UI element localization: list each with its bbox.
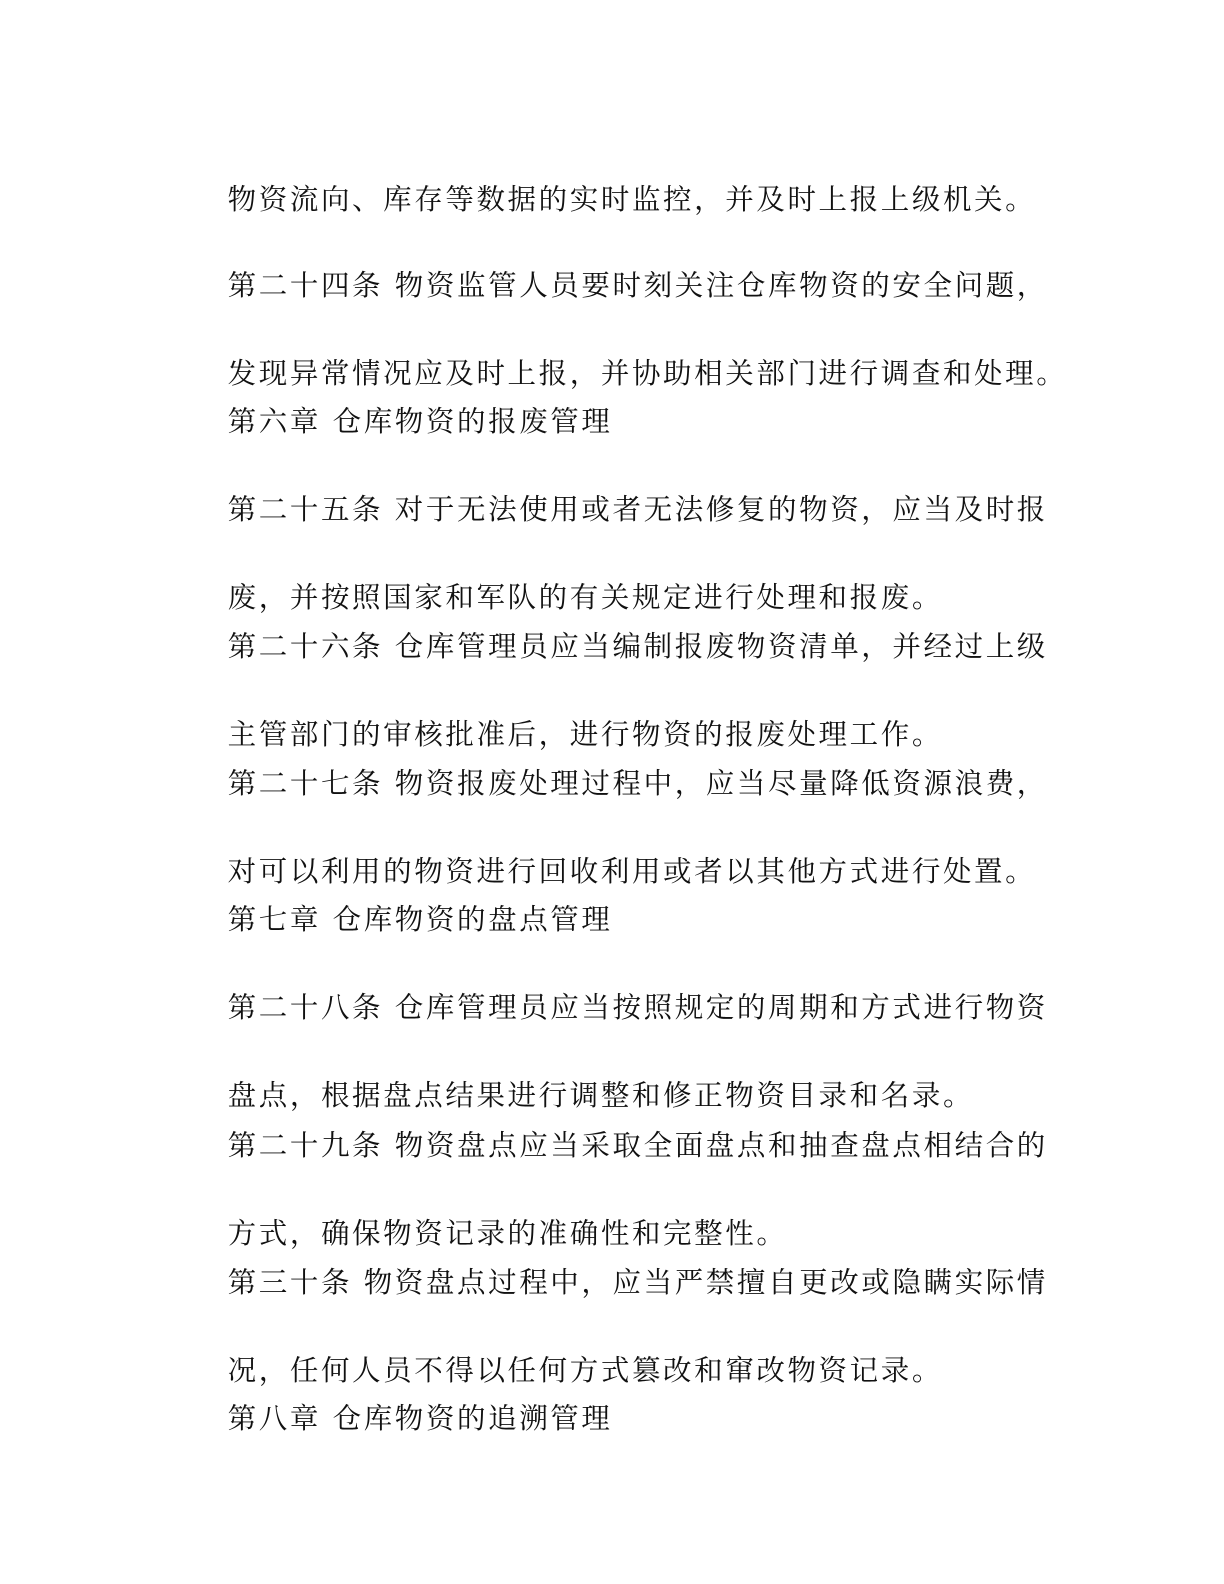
text-line: 第二十七条 物资报废处理过程中，应当尽量降低资源浪费， [227,767,1048,800]
text-line: 第二十九条 物资盘点应当采取全面盘点和抽查盘点相结合的 [227,1129,1048,1162]
text-line: 况，任何人员不得以任何方式篡改和窜改物资记录。 [227,1354,943,1387]
text-line: 第二十六条 仓库管理员应当编制报废物资清单，并经过上级 [227,630,1048,663]
text-line: 第八章 仓库物资的追溯管理 [227,1402,613,1435]
text-line: 第三十条 物资盘点过程中，应当严禁擅自更改或隐瞒实际情 [227,1266,1048,1299]
text-line: 盘点，根据盘点结果进行调整和修正物资目录和名录。 [227,1079,975,1112]
chapter-8-heading [181,1353,1031,1485]
text-line: 第六章 仓库物资的报废管理 [227,405,613,438]
text-line: 物资流向、库存等数据的实时监控，并及时上报上级机关。 [227,183,1037,216]
text-line: 第二十五条 对于无法使用或者无法修复的物资，应当及时报 [227,493,1048,526]
text-line: 第二十八条 仓库管理员应当按照规定的周期和方式进行物资 [227,991,1048,1024]
text-line: 方式，确保物资记录的准确性和完整性。 [227,1217,788,1250]
text-line: 第七章 仓库物资的盘点管理 [227,903,613,936]
text-line: 废，并按照国家和军队的有关规定进行处理和报废。 [227,581,943,614]
text-line: 主管部门的审核批准后，进行物资的报废处理工作。 [227,718,943,751]
text-line: 第二十四条 物资监管人员要时刻关注仓库物资的安全问题， [227,269,1048,302]
text-line: 发现异常情况应及时上报，并协助相关部门进行调查和处理。 [227,357,1068,390]
text-line: 对可以利用的物资进行回收利用或者以其他方式进行处置。 [227,855,1037,888]
